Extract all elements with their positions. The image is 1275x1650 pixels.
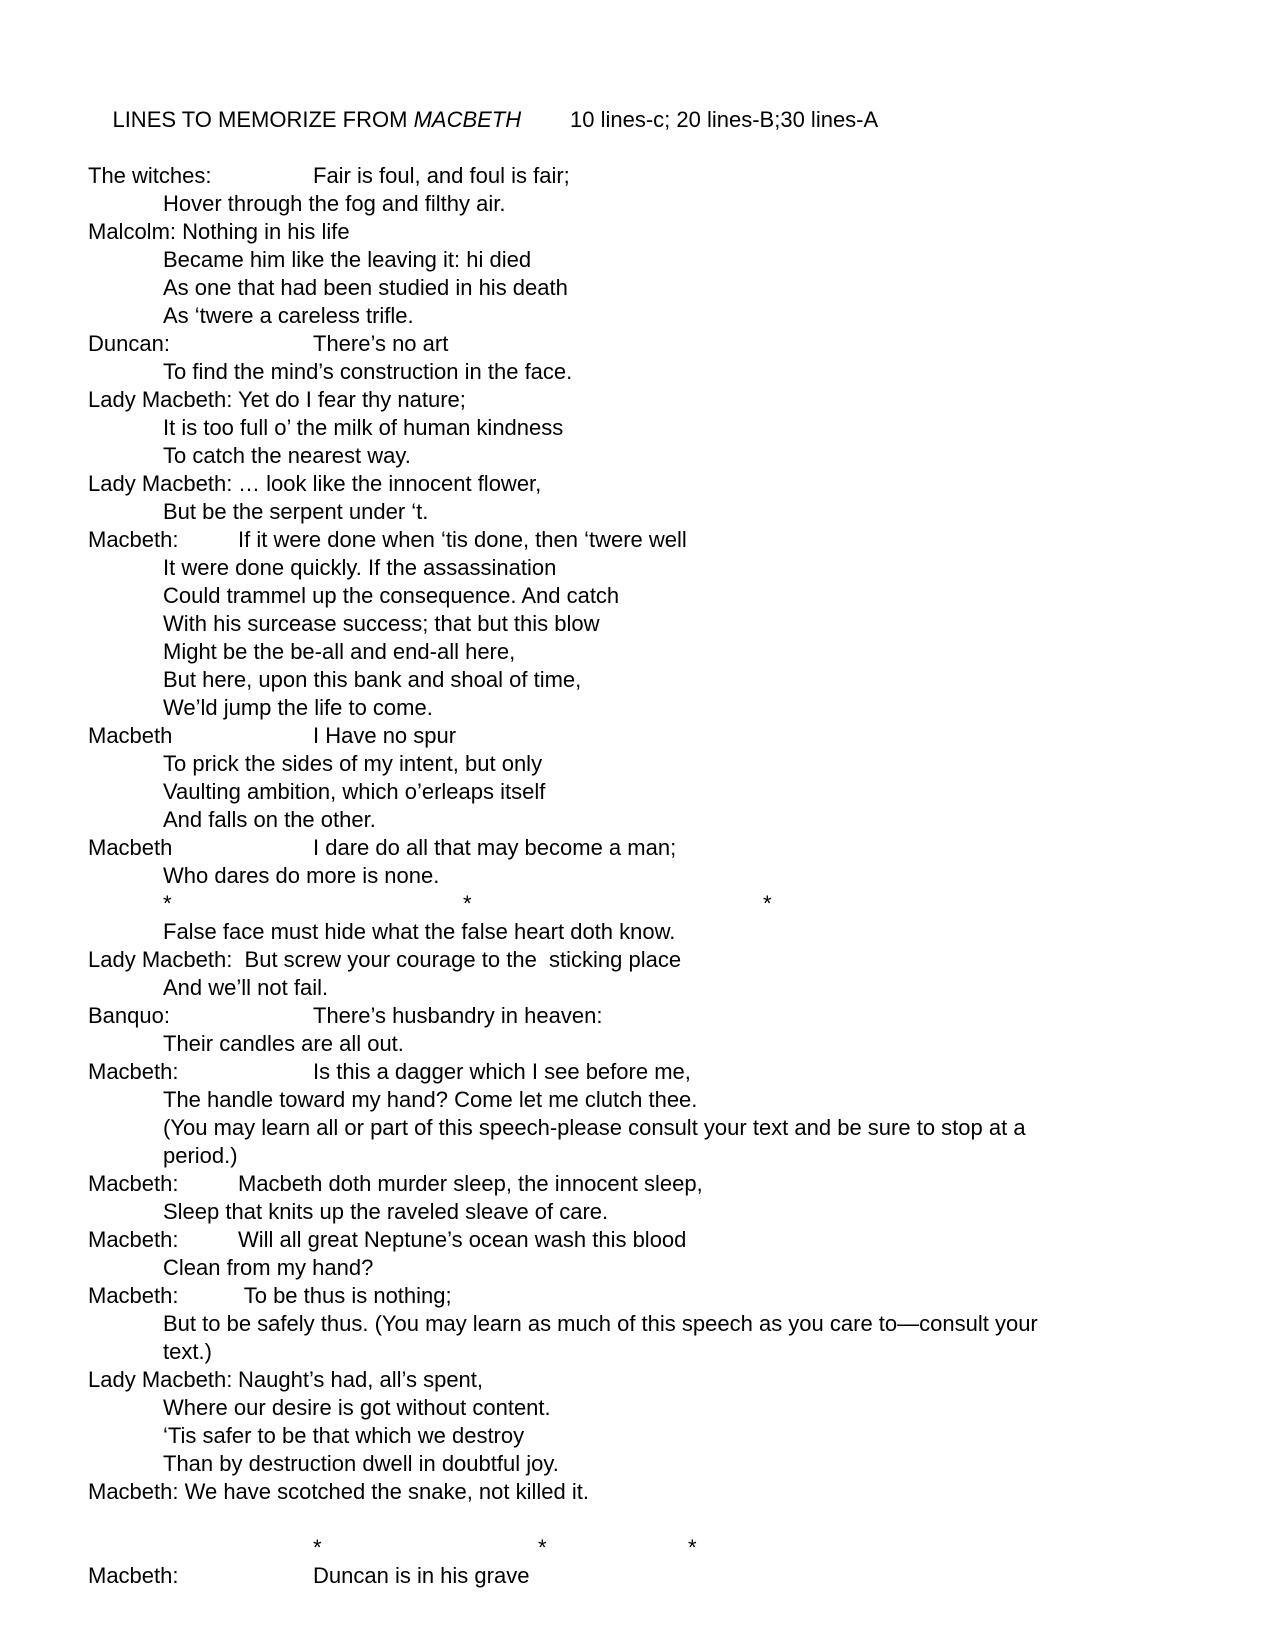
text-line: ‘Tis safer to be that which we destroy <box>88 1423 525 1448</box>
text-line: Malcolm: Nothing in his life <box>88 219 350 244</box>
text-line: With his surcease success; that but this blow <box>88 611 600 636</box>
text-line: Vaulting ambition, which o’erleaps itself <box>88 779 546 804</box>
text-line: Could trammel up the consequence. And catch <box>88 583 620 608</box>
text-line: As one that had been studied in his death <box>88 275 568 300</box>
text-line: * * * <box>88 1535 697 1560</box>
text-line: Where our desire is got without content. <box>88 1395 551 1420</box>
text-line: Who dares do more is none. <box>88 863 440 888</box>
text-line: Macbeth: Macbeth doth murder sleep, the innocent sleep, <box>88 1171 703 1196</box>
text-line: text.) <box>88 1339 212 1364</box>
text-line: Became him like the leaving it: hi died <box>88 247 532 272</box>
text-line: Banquo: There’s husbandry in heaven: <box>88 1003 603 1028</box>
text-line <box>88 1506 1187 1534</box>
text-line: It were done quickly. If the assassination <box>88 555 557 580</box>
text-line: The handle toward my hand? Come let me clutch thee. <box>88 1087 698 1112</box>
text-line: Sleep that knits up the raveled sleave of care. <box>88 1199 609 1224</box>
text-line: Macbeth: Is this a dagger which I see before me, <box>88 1059 691 1084</box>
document-lines <box>88 162 1187 1590</box>
text-line: Lady Macbeth: But screw your courage to the sticking place <box>88 947 682 972</box>
text-line: Lady Macbeth: Naught’s had, all’s spent, <box>88 1367 484 1392</box>
text-line: Macbeth I Have no spur <box>88 723 457 748</box>
text-line: Macbeth: If it were done when ‘tis done, then ‘twere well <box>88 527 687 552</box>
text-line: Their candles are all out. <box>88 1031 404 1056</box>
text-line: Clean from my hand? <box>88 1255 374 1280</box>
text-line: Hover through the fog and filthy air. <box>88 191 506 216</box>
text-line: Macbeth: Duncan is in his grave <box>88 1563 530 1588</box>
text-line: Macbeth: We have scotched the snake, not killed it. <box>88 1479 589 1504</box>
text-line: The witches: Fair is foul, and foul is fair; <box>88 163 570 188</box>
text-line: As ‘twere a careless trifle. <box>88 303 414 328</box>
text-line: We’ld jump the life to come. <box>88 695 433 720</box>
text-line: To catch the nearest way. <box>88 443 411 468</box>
text-line: Macbeth: Will all great Neptune’s ocean wash this blood <box>88 1227 687 1252</box>
text-line: To find the mind’s construction in the face. <box>88 359 573 384</box>
text-line: And we’ll not fail. <box>88 975 329 1000</box>
text-line: But be the serpent under ‘t. <box>88 499 429 524</box>
text-line: Lady Macbeth: … look like the innocent flower, <box>88 471 542 496</box>
text-line: And falls on the other. <box>88 807 376 832</box>
text-line: Macbeth: To be thus is nothing; <box>88 1283 452 1308</box>
text-line: False face must hide what the false heart doth know. <box>88 919 676 944</box>
text-line: Macbeth I dare do all that may become a man; <box>88 835 677 860</box>
text-line: * * * <box>88 891 772 916</box>
text-line: Might be the be-all and end-all here, <box>88 639 516 664</box>
document-title <box>88 78 1187 162</box>
text-line: (You may learn all or part of this speech-please consult your text and be sure to stop at a <box>88 1115 1026 1140</box>
text-line: Than by destruction dwell in doubtful joy. <box>88 1451 559 1476</box>
text-line: But to be safely thus. (You may learn as much of this speech as you care to—consult your <box>88 1311 1038 1336</box>
text-line: It is too full o’ the milk of human kindness <box>88 415 564 440</box>
text-line: Duncan: There’s no art <box>88 331 449 356</box>
text-line: period.) <box>88 1143 238 1168</box>
title-work-name: MACBETH <box>413 107 522 132</box>
text-line: To prick the sides of my intent, but only <box>88 751 543 776</box>
text-line: Lady Macbeth: Yet do I fear thy nature; <box>88 387 466 412</box>
text-line: But here, upon this bank and shoal of time, <box>88 667 582 692</box>
title-suffix: 10 lines-c; 20 lines-B;30 lines-A <box>521 107 879 132</box>
title-prefix: LINES TO MEMORIZE FROM <box>112 107 414 132</box>
